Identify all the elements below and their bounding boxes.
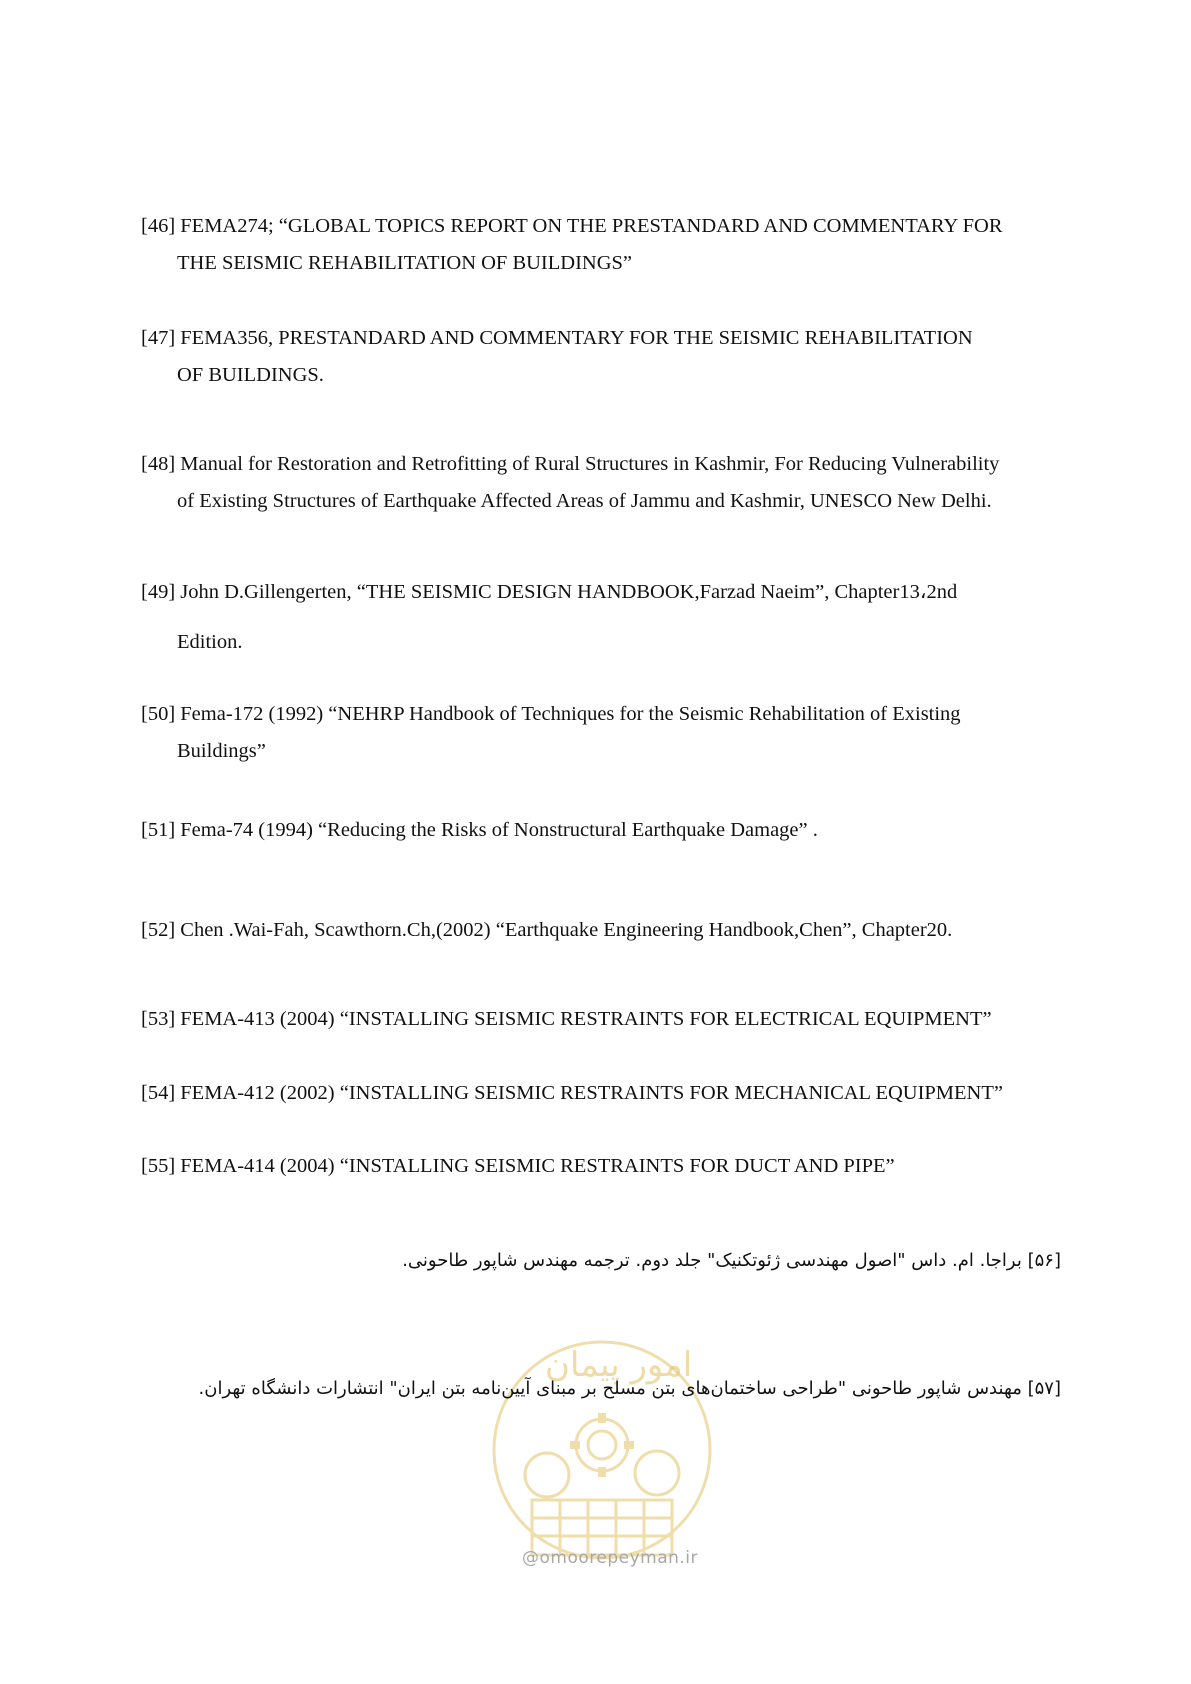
reference-47 — [141, 320, 1061, 394]
watermark-logo-text: امور پیمان — [545, 1345, 693, 1385]
watermark-site: @omoorepeyman.ir — [521, 1548, 699, 1568]
reference-54 — [141, 1075, 1061, 1112]
reference-57: [۵۷] مهندس شاپور طاحونی "طراحی ساختمان‌های بتن مسلح بر مبنای آیین‌نامه بتن ایران" انتشارات دانشگاه تهران. — [198, 1378, 1061, 1399]
reference-line: [52] Chen .Wai-Fah, Scawthorn.Ch,(2002) “Earthquake Engineering Handbook,Chen”, Chapter20. — [141, 919, 953, 941]
reference-50 — [141, 696, 1061, 770]
reference-line: THE SEISMIC REHABILITATION OF BUILDINGS” — [177, 252, 633, 274]
reference-line: Buildings” — [177, 740, 266, 762]
reference-51 — [141, 812, 1061, 849]
reference-line: Edition. — [177, 631, 243, 653]
reference-55 — [141, 1148, 1061, 1185]
reference-53 — [141, 1001, 1061, 1038]
reference-46 — [141, 208, 1061, 282]
reference-line: [51] Fema-74 (1994) “Reducing the Risks of Nonstructural Earthquake Damage” . — [141, 819, 818, 841]
reference-49 — [141, 574, 1061, 661]
reference-line: [55] FEMA-414 (2004) “INSTALLING SEISMIC RESTRAINTS FOR DUCT AND PIPE” — [141, 1155, 895, 1177]
reference-line: [53] FEMA-413 (2004) “INSTALLING SEISMIC RESTRAINTS FOR ELECTRICAL EQUIPMENT” — [141, 1008, 992, 1030]
reference-56: [۵۶] براجا. ام. داس "اصول مهندسی ژئوتکنیک" جلد دوم. ترجمه مهندس شاپور طاحونی. — [402, 1250, 1061, 1271]
reference-48 — [141, 446, 1061, 520]
reference-line: [54] FEMA-412 (2002) “INSTALLING SEISMIC RESTRAINTS FOR MECHANICAL EQUIPMENT” — [141, 1082, 1003, 1104]
reference-line: [47] FEMA356, PRESTANDARD AND COMMENTARY FOR THE SEISMIC REHABILITATION — [141, 327, 973, 349]
reference-line: of Existing Structures of Earthquake Affected Areas of Jammu and Kashmir, UNESCO New Delhi. — [177, 490, 992, 512]
reference-line: [48] Manual for Restoration and Retrofitting of Rural Structures in Kashmir, For Reducing Vulnerability — [141, 453, 1000, 475]
reference-52 — [141, 912, 1061, 949]
reference-line: [49] John D.Gillengerten, “THE SEISMIC DESIGN HANDBOOK,Farzad Naeim”, Chapter13،2nd — [141, 581, 958, 603]
reference-line: OF BUILDINGS. — [177, 364, 324, 386]
reference-line: [46] FEMA274; “GLOBAL TOPICS REPORT ON THE PRESTANDARD AND COMMENTARY FOR — [141, 215, 1003, 237]
reference-line: [50] Fema-172 (1992) “NEHRP Handbook of Techniques for the Seismic Rehabilitation of Existing — [141, 703, 961, 725]
